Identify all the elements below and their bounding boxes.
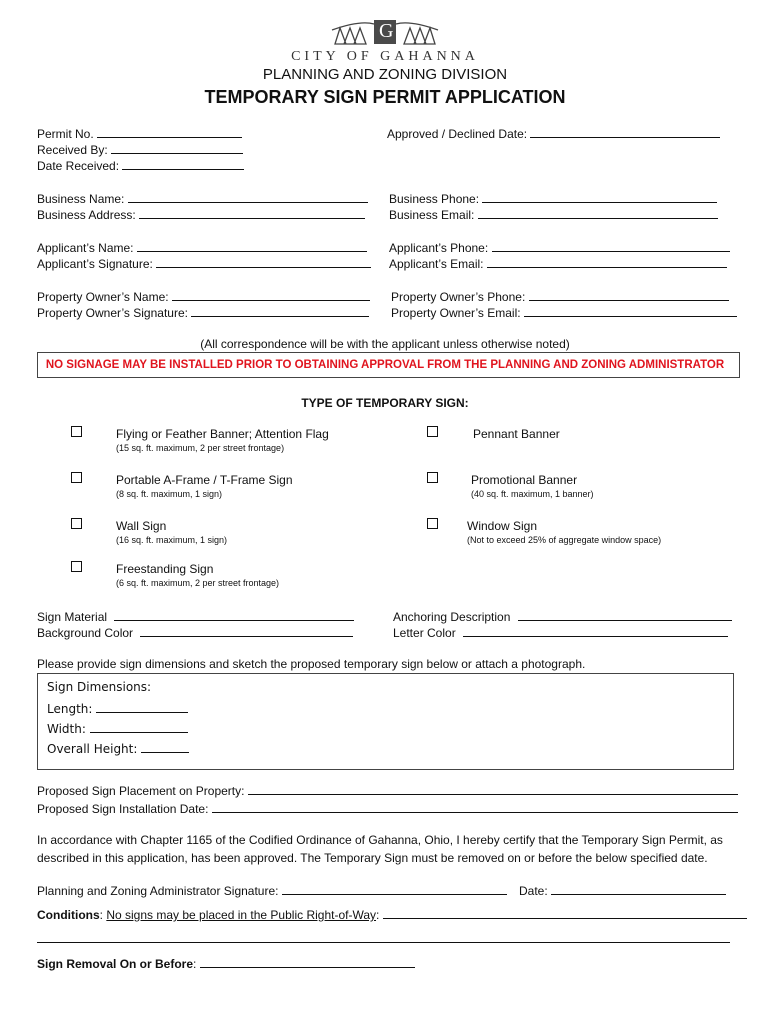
sign-type-note: (15 sq. ft. maximum, 2 per street frontage) bbox=[116, 443, 285, 453]
sign-type-note: (6 sq. ft. maximum, 2 per street frontage) bbox=[116, 578, 280, 588]
applicant-email-line[interactable] bbox=[487, 255, 727, 268]
conditions-line-2[interactable] bbox=[37, 942, 730, 943]
business-name-label: Business Name: bbox=[37, 192, 125, 206]
approved-date-field[interactable] bbox=[387, 125, 720, 141]
business-address-field[interactable] bbox=[37, 206, 365, 222]
width-line[interactable] bbox=[90, 720, 188, 733]
sign-material-label: Sign Material bbox=[37, 610, 108, 624]
applicant-email-label: Applicant’s Email: bbox=[389, 257, 484, 271]
removal-colon: : bbox=[193, 957, 197, 971]
conditions-line[interactable] bbox=[383, 906, 747, 919]
applicant-phone-field[interactable] bbox=[389, 239, 730, 255]
installation-date-field[interactable] bbox=[37, 800, 738, 816]
applicant-name-line[interactable] bbox=[137, 239, 367, 252]
owner-name-line[interactable] bbox=[172, 288, 370, 301]
permit-no-label: Permit No. bbox=[37, 127, 94, 141]
owner-email-label: Property Owner’s Email: bbox=[391, 306, 521, 320]
business-phone-field[interactable] bbox=[389, 190, 717, 206]
anchoring-line[interactable] bbox=[518, 608, 732, 621]
city-logo bbox=[330, 18, 440, 48]
owner-signature-line[interactable] bbox=[191, 304, 369, 317]
conditions-field[interactable] bbox=[37, 906, 747, 922]
overall-height-field[interactable] bbox=[47, 740, 189, 756]
owner-phone-line[interactable] bbox=[529, 288, 729, 301]
sign-material-field[interactable] bbox=[37, 608, 354, 624]
conditions-text: No signs may be placed in the Public Right-of-Way bbox=[106, 908, 377, 922]
owner-name-label: Property Owner’s Name: bbox=[37, 290, 169, 304]
logo-letter: G bbox=[379, 20, 394, 42]
received-by-line[interactable] bbox=[111, 141, 243, 154]
business-name-line[interactable] bbox=[128, 190, 368, 203]
installation-date-line[interactable] bbox=[212, 800, 738, 813]
admin-signature-line[interactable] bbox=[282, 882, 507, 895]
length-line[interactable] bbox=[96, 700, 188, 713]
sign-type-label: Pennant Banner bbox=[473, 427, 560, 441]
business-email-label: Business Email: bbox=[389, 208, 475, 222]
checkbox-feather-banner[interactable] bbox=[71, 426, 82, 437]
length-field[interactable] bbox=[47, 700, 188, 716]
admin-signature-label: Planning and Zoning Administrator Signature: bbox=[37, 884, 279, 898]
received-by-field[interactable] bbox=[37, 141, 243, 157]
removal-field[interactable] bbox=[37, 955, 415, 971]
approved-date-line[interactable] bbox=[530, 125, 720, 138]
owner-signature-field[interactable] bbox=[37, 304, 369, 320]
business-email-field[interactable] bbox=[389, 206, 718, 222]
owner-email-field[interactable] bbox=[391, 304, 737, 320]
anchoring-label: Anchoring Description bbox=[393, 610, 511, 624]
warning-text: NO SIGNAGE MAY BE INSTALLED PRIOR TO OBTAINING APPROVAL FROM THE PLANNING AND ZONING ADMINISTRATOR bbox=[45, 359, 725, 371]
checkbox-wall-sign[interactable] bbox=[71, 518, 82, 529]
letter-color-label: Letter Color bbox=[393, 626, 456, 640]
placement-label: Proposed Sign Placement on Property: bbox=[37, 784, 245, 798]
checkbox-promotional-banner[interactable] bbox=[427, 472, 438, 483]
applicant-phone-line[interactable] bbox=[492, 239, 730, 252]
sign-type-heading: TYPE OF TEMPORARY SIGN: bbox=[301, 396, 469, 410]
conditions-label: Conditions bbox=[37, 908, 100, 922]
applicant-name-field[interactable] bbox=[37, 239, 367, 255]
width-label: Width: bbox=[47, 722, 86, 736]
admin-date-line[interactable] bbox=[551, 882, 726, 895]
received-by-label: Received By: bbox=[37, 143, 108, 157]
date-received-line[interactable] bbox=[122, 157, 244, 170]
city-name: CITY OF GAHANNA bbox=[291, 49, 479, 64]
approved-date-label: Approved / Declined Date: bbox=[387, 127, 528, 141]
sign-type-label: Wall Sign bbox=[116, 519, 167, 533]
overall-height-line[interactable] bbox=[141, 740, 189, 753]
date-received-label: Date Received: bbox=[37, 159, 120, 173]
length-label: Length: bbox=[47, 702, 93, 716]
business-phone-line[interactable] bbox=[482, 190, 717, 203]
width-field[interactable] bbox=[47, 720, 188, 736]
letter-color-field[interactable] bbox=[393, 624, 728, 640]
dimensions-heading: Sign Dimensions: bbox=[47, 680, 152, 694]
permit-no-line[interactable] bbox=[97, 125, 242, 138]
business-name-field[interactable] bbox=[37, 190, 368, 206]
business-phone-label: Business Phone: bbox=[389, 192, 480, 206]
sketch-instruction: Please provide sign dimensions and sketch the proposed temporary sign below or attach a photograph. bbox=[37, 657, 586, 671]
placement-line[interactable] bbox=[248, 782, 738, 795]
background-color-field[interactable] bbox=[37, 624, 353, 640]
correspondence-note: (All correspondence will be with the applicant unless otherwise noted) bbox=[200, 337, 570, 351]
applicant-signature-label: Applicant’s Signature: bbox=[37, 257, 153, 271]
applicant-email-field[interactable] bbox=[389, 255, 727, 271]
placement-field[interactable] bbox=[37, 782, 738, 798]
sign-type-note: (Not to exceed 25% of aggregate window space) bbox=[467, 535, 662, 545]
business-address-label: Business Address: bbox=[37, 208, 136, 222]
business-address-line[interactable] bbox=[139, 206, 365, 219]
owner-signature-label: Property Owner’s Signature: bbox=[37, 306, 188, 320]
certification-line-2: described in this application, has been approved. The Temporary Sign must be removed on or before the below specified date. bbox=[37, 851, 708, 865]
page-title: TEMPORARY SIGN PERMIT APPLICATION bbox=[204, 87, 566, 107]
background-color-line[interactable] bbox=[140, 624, 353, 637]
installation-date-label: Proposed Sign Installation Date: bbox=[37, 802, 209, 816]
sign-type-label: Window Sign bbox=[467, 519, 538, 533]
owner-email-line[interactable] bbox=[524, 304, 737, 317]
division-name: PLANNING AND ZONING DIVISION bbox=[262, 66, 508, 83]
anchoring-field[interactable] bbox=[393, 608, 732, 624]
conditions-colon: : bbox=[99, 908, 107, 922]
applicant-signature-field[interactable] bbox=[37, 255, 371, 271]
date-received-field[interactable] bbox=[37, 157, 244, 173]
owner-name-field[interactable] bbox=[37, 288, 370, 304]
sign-type-note: (40 sq. ft. maximum, 1 banner) bbox=[471, 489, 594, 499]
sign-type-label: Portable A-Frame / T-Frame Sign bbox=[116, 473, 293, 487]
admin-date-label: Date: bbox=[519, 884, 548, 898]
applicant-phone-label: Applicant’s Phone: bbox=[389, 241, 489, 255]
background-color-label: Background Color bbox=[37, 626, 134, 640]
removal-line[interactable] bbox=[200, 955, 415, 968]
sign-type-label: Promotional Banner bbox=[471, 473, 578, 487]
conditions-colon-2: : bbox=[376, 908, 380, 922]
admin-signature-field[interactable] bbox=[37, 882, 507, 898]
checkbox-freestanding-sign[interactable] bbox=[71, 561, 82, 572]
checkbox-pennant-banner[interactable] bbox=[427, 426, 438, 437]
checkbox-window-sign[interactable] bbox=[427, 518, 438, 529]
removal-label: Sign Removal On or Before bbox=[37, 957, 194, 971]
admin-date-field[interactable] bbox=[519, 882, 726, 898]
sign-type-note: (16 sq. ft. maximum, 1 sign) bbox=[116, 535, 228, 545]
sign-type-label: Flying or Feather Banner; Attention Flag bbox=[116, 427, 329, 441]
permit-no-field[interactable] bbox=[37, 125, 242, 141]
sign-type-label: Freestanding Sign bbox=[116, 562, 214, 576]
sign-material-line[interactable] bbox=[114, 608, 354, 621]
letter-color-line[interactable] bbox=[463, 624, 728, 637]
overall-height-label: Overall Height: bbox=[47, 742, 138, 756]
applicant-name-label: Applicant’s Name: bbox=[37, 241, 134, 255]
certification-line-1: In accordance with Chapter 1165 of the Codified Ordinance of Gahanna, Ohio, I hereby certify that the Temporary Sign Permit, as bbox=[37, 833, 723, 847]
business-email-line[interactable] bbox=[478, 206, 718, 219]
owner-phone-label: Property Owner’s Phone: bbox=[391, 290, 526, 304]
owner-phone-field[interactable] bbox=[391, 288, 729, 304]
applicant-signature-line[interactable] bbox=[156, 255, 371, 268]
checkbox-portable-frame[interactable] bbox=[71, 472, 82, 483]
sign-type-note: (8 sq. ft. maximum, 1 sign) bbox=[116, 489, 223, 499]
